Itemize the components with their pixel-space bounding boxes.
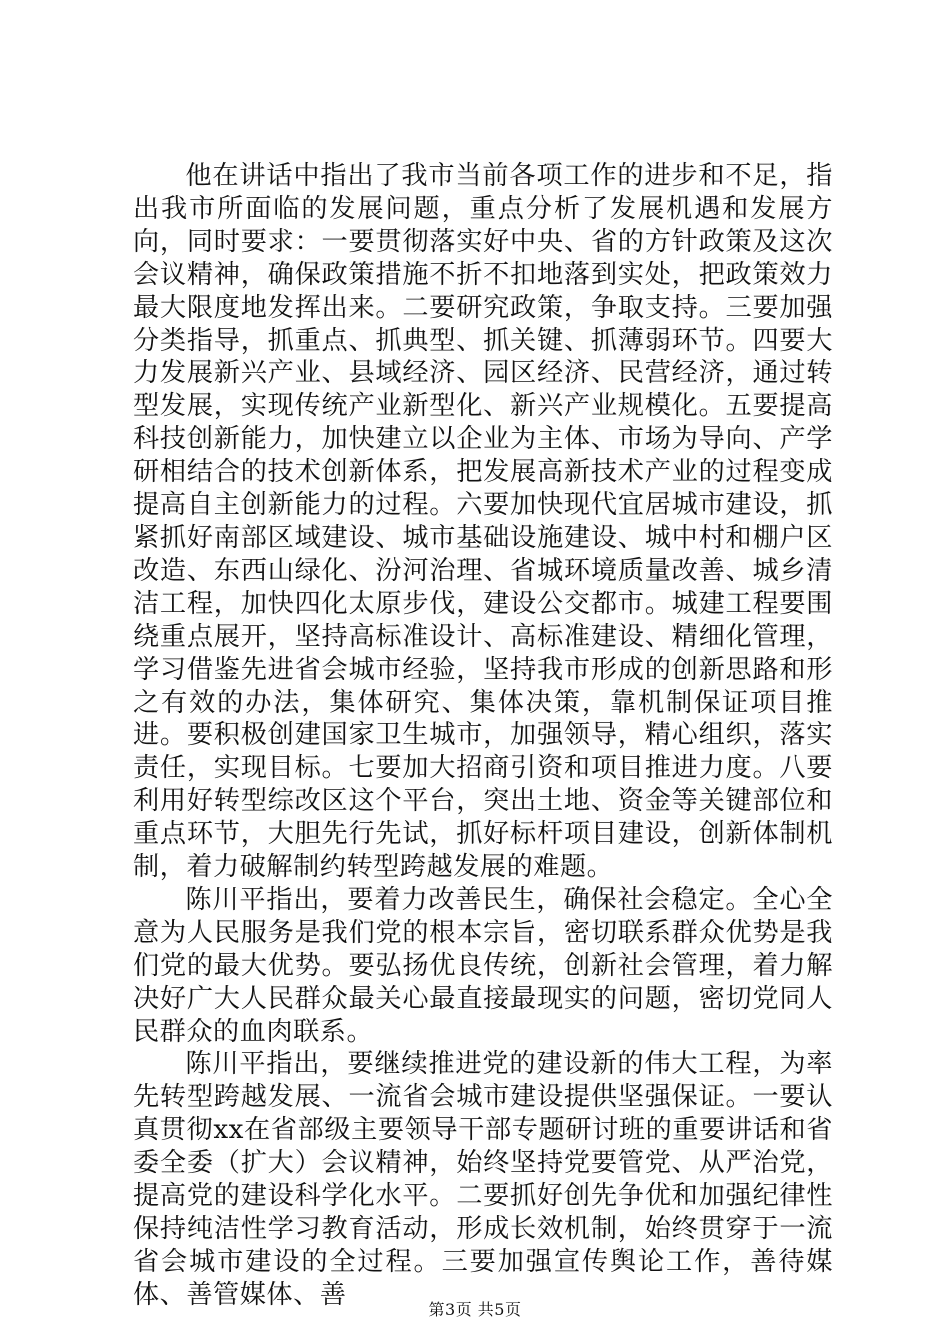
paragraph: 陈川平指出，要继续推进党的建设新的伟大工程，为率先转型跨越发展、一流省会城市建设提供坚强保证。一要认真贯彻xx在省部级主要领导干部专题研讨班的重要讲话和省委全委（扩大）会议精神，始终坚持党要管党、从严治党，提高党的建设科学化水平。二要抓好创先争优和加强纪律性保持纯洁性学习教育活动，形成长效机制，始终贯穿于一流省会城市建设的全过程。三要加强宣传舆论工作，善待媒体、善管媒体、善: [133, 1049, 833, 1310]
page-number-footer: 第3页 共5页: [428, 1300, 522, 1319]
paragraph: 陈川平指出，要着力改善民生，确保社会稳定。全心全意为人民服务是我们党的根本宗旨，密切联系群众优势是我们党的最大优势。要弘扬优良传统，创新社会管理，着力解决好广大人民群众最关心最直接最现实的问题，密切党同人民群众的血肉联系。: [133, 884, 833, 1047]
paragraph: 他在讲话中指出了我市当前各项工作的进步和不足，指出我市所面临的发展问题，重点分析了发展机遇和发展方向，同时要求：一要贯彻落实好中央、省的方针政策及这次会议精神，确保政策措施不折不扣地落到实处，把政策效力最大限度地发挥出来。二要研究政策，争取支持。三要加强分类指导，抓重点、抓典型、抓关键、抓薄弱环节。四要大力发展新兴产业、县域经济、园区经济、民营经济，通过转型发展，实现传统产业新型化、新兴产业规模化。五要提高科技创新能力，加快建立以企业为主体、市场为导向、产学研相结合的技术创新体系，把发展高新技术产业的过程变成提高自主创新能力的过程。六要加快现代宜居城市建设，抓紧抓好南部区域建设、城市基础设施建设、城中村和棚户区改造、东西山绿化、汾河治理、省城环境质量改善、城乡清洁工程，加快四化太原步伐，建设公交都市。城建工程要围绕重点展开，坚持高标准设计、高标准建设、精细化管理，学习借鉴先进省会城市经验，坚持我市形成的创新思路和形之有效的办法，集体研究、集体决策，靠机制保证项目推进。要积极创建国家卫生城市，加强领导，精心组织，落实责任，实现目标。七要加大招商引资和项目推进力度。八要利用好转型综改区这个平台，突出土地、资金等关键部位和重点环节，大胆先行先试，抓好标杆项目建设，创新体制机制，着力破解制约转型跨越发展的难题。: [133, 161, 833, 883]
body-text: [133, 160, 833, 1312]
